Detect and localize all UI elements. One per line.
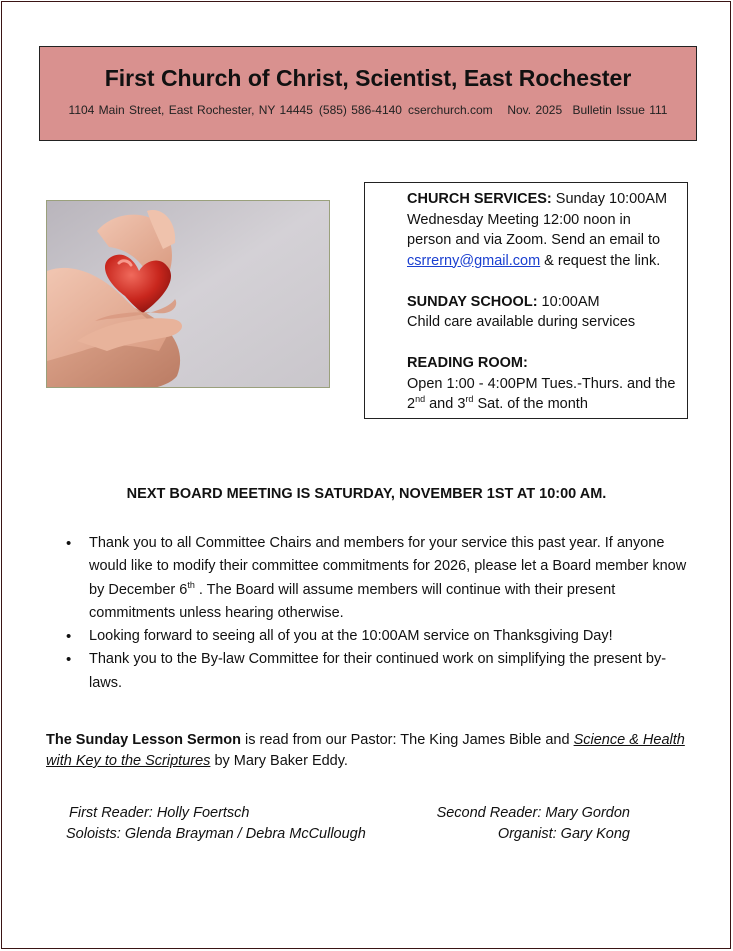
- hands-holding-heart-icon: [46, 200, 330, 388]
- sup-nd: nd: [415, 394, 426, 405]
- reading-room-and: and 3: [425, 396, 466, 412]
- child-care: Child care available during services: [407, 314, 636, 330]
- sermon-label: The Sunday Lesson Sermon: [46, 732, 241, 748]
- sermon-author: by Mary Baker Eddy.: [210, 753, 348, 769]
- reading-room: [407, 353, 679, 415]
- sermon-paragraph: [46, 730, 696, 772]
- reading-room-end: Sat. of the month: [473, 396, 588, 412]
- wednesday-meeting: Wednesday Meeting 12:00 noon in person and via Zoom. Send an email to: [407, 211, 661, 248]
- list-item: [66, 625, 696, 648]
- soloists: Soloists: Glenda Brayman / Debra McCullough: [66, 826, 366, 842]
- announcement-list: [66, 532, 696, 695]
- bulletin-issue: Bulletin Issue 111: [572, 103, 668, 117]
- first-reader: First Reader: Holly Foertsch: [69, 805, 250, 821]
- church-name: First Church of Christ, Scientist, East Rochester: [104, 65, 632, 91]
- sup-rd: rd: [465, 394, 474, 405]
- second-reader: Second Reader: Mary Gordon: [436, 805, 630, 821]
- bulletin-date: Nov. 2025: [507, 103, 563, 117]
- bulletin-header: [39, 46, 697, 141]
- church-services-label: CHURCH SERVICES:: [407, 191, 552, 207]
- sunday-school: [407, 292, 679, 333]
- list-item: [66, 648, 696, 695]
- church-services-time: Sunday 10:00AM: [551, 191, 668, 207]
- sermon-text: is read from our Pastor: The King James Bible and: [241, 732, 574, 748]
- sunday-school-time: 10:00AM: [537, 293, 600, 310]
- reading-room-label: READING ROOM:: [407, 355, 528, 371]
- sunday-school-label: SUNDAY SCHOOL:: [407, 293, 538, 310]
- sup-th: th: [187, 579, 195, 590]
- church-address: 1104 Main Street, East Rochester, NY 14445: [68, 103, 313, 117]
- header-info: [40, 103, 696, 117]
- note-text: Thank you to all Committee Chairs and members for your service this past year. If anyone would like to modify their committee commitments for 2026, please let a Board member know by December 6: [89, 535, 687, 598]
- email-link[interactable]: csrrerny@gmail.com: [407, 252, 541, 269]
- book-title: Science & Health with Key to the Scriptures: [46, 732, 685, 769]
- reading-room-hours: Open 1:00 - 4:00PM Tues.-Thurs. and the 2: [407, 375, 676, 412]
- note-text: Looking forward to seeing all of you at the 10:00AM service on Thanksgiving Day!: [89, 628, 613, 645]
- note-text-cont: . The Board will assume members will continue with their present commitments unless hearing otherwise.: [89, 581, 616, 621]
- list-item: [66, 532, 696, 625]
- email-suffix: & request the link.: [540, 252, 661, 269]
- board-meeting-title: NEXT BOARD MEETING IS SATURDAY, NOVEMBER 1ST AT 10:00 AM.: [126, 486, 607, 502]
- church-phone: (585) 586-4140: [318, 103, 402, 117]
- church-services: [407, 189, 679, 271]
- organist: Organist: Gary Kong: [497, 826, 630, 842]
- church-website[interactable]: cserchurch.com: [407, 103, 493, 117]
- service-times-box: [364, 182, 688, 419]
- staff-left: [66, 803, 366, 845]
- note-text: Thank you to the By-law Committee for their continued work on simplifying the present by-laws.: [89, 651, 667, 691]
- photo-illustration: [47, 201, 330, 388]
- staff-right: [437, 803, 630, 845]
